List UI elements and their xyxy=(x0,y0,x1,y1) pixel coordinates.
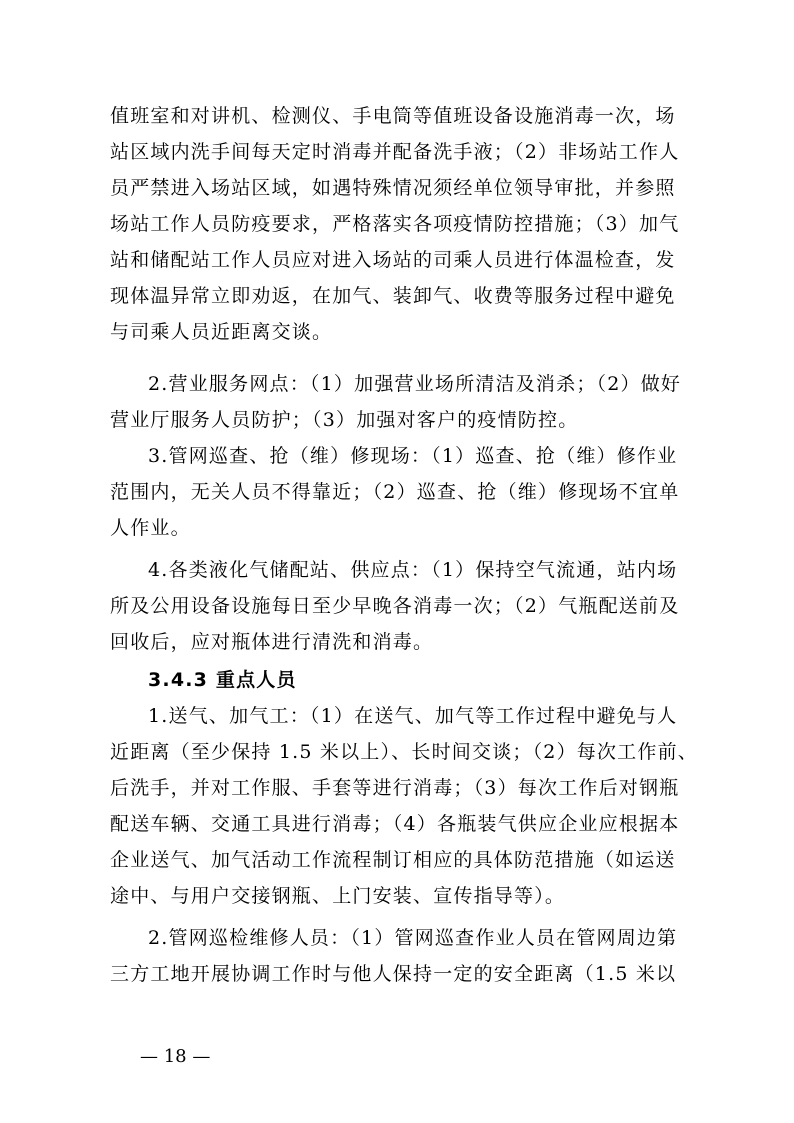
paragraph-first-line: 2.管网巡检维修人员：（1）管网巡查作业人员在管网周边第 xyxy=(148,927,678,949)
body-line: 场站工作人员防疫要求，严格落实各项疫情防控措施；（3）加气 xyxy=(110,213,680,235)
body-line: 范围内，无关人员不得靠近；（2）巡查、抢（维）修现场不宜单 xyxy=(110,481,680,503)
paragraph-first-line: 1.送气、加气工：（1）在送气、加气等工作过程中避免与人 xyxy=(148,705,678,727)
body-line: 员严禁进入场站区域，如遇特殊情况须经单位领导审批，并参照 xyxy=(110,177,676,199)
paragraph-first-line: 3.管网巡查、抢（维）修现场：（1）巡查、抢（维）修作业 xyxy=(148,445,678,467)
body-line: 所及公用设备设施每日至少早晚各消毒一次；（2）气瓶配送前及 xyxy=(110,595,680,617)
body-line: 后洗手，并对工作服、手套等进行消毒；（3）每次工作后对钢瓶 xyxy=(110,777,680,799)
body-line: 回收后，应对瓶体进行清洗和消毒。 xyxy=(110,631,434,653)
body-line: 营业厅服务人员防护；（3）加强对客户的疫情防控。 xyxy=(110,409,579,431)
body-line: 途中、与用户交接钢瓶、上门安装、宣传指导等）。 xyxy=(110,885,566,907)
section-heading: 3.4.3 重点人员 xyxy=(148,669,297,691)
body-line: 现体温异常立即劝返，在加气、装卸气、收费等服务过程中避免 xyxy=(110,285,676,307)
body-line: 站区域内洗手间每天定时消毒并配备洗手液；（2）非场站工作人 xyxy=(110,141,680,163)
body-line: 站和储配站工作人员应对进入场站的司乘人员进行体温检查，发 xyxy=(110,249,676,271)
paragraph-first-line: 2.营业服务网点：（1）加强营业场所清洁及消杀；（2）做好 xyxy=(148,373,682,395)
body-line: 近距离（至少保持 1.5 米以上）、长时间交谈；（2）每次工作前、 xyxy=(110,741,698,763)
body-line: 企业送气、加气活动工作流程制订相应的具体防范措施（如运送 xyxy=(110,849,676,871)
body-line: 三方工地开展协调工作时与他人保持一定的安全距离（1.5 米以 xyxy=(110,963,677,985)
page-number: — 18 — xyxy=(140,1046,211,1067)
body-line: 与司乘人员近距离交谈。 xyxy=(110,321,333,343)
body-line: 人作业。 xyxy=(110,517,191,539)
body-line: 配送车辆、交通工具进行消毒；（4）各瓶装气供应企业应根据本 xyxy=(110,813,680,835)
body-line: 值班室和对讲机、检测仪、手电筒等值班设备设施消毒一次，场 xyxy=(110,105,676,127)
paragraph-first-line: 4.各类液化气储配站、供应点：（1）保持空气流通，站内场 xyxy=(148,559,678,581)
